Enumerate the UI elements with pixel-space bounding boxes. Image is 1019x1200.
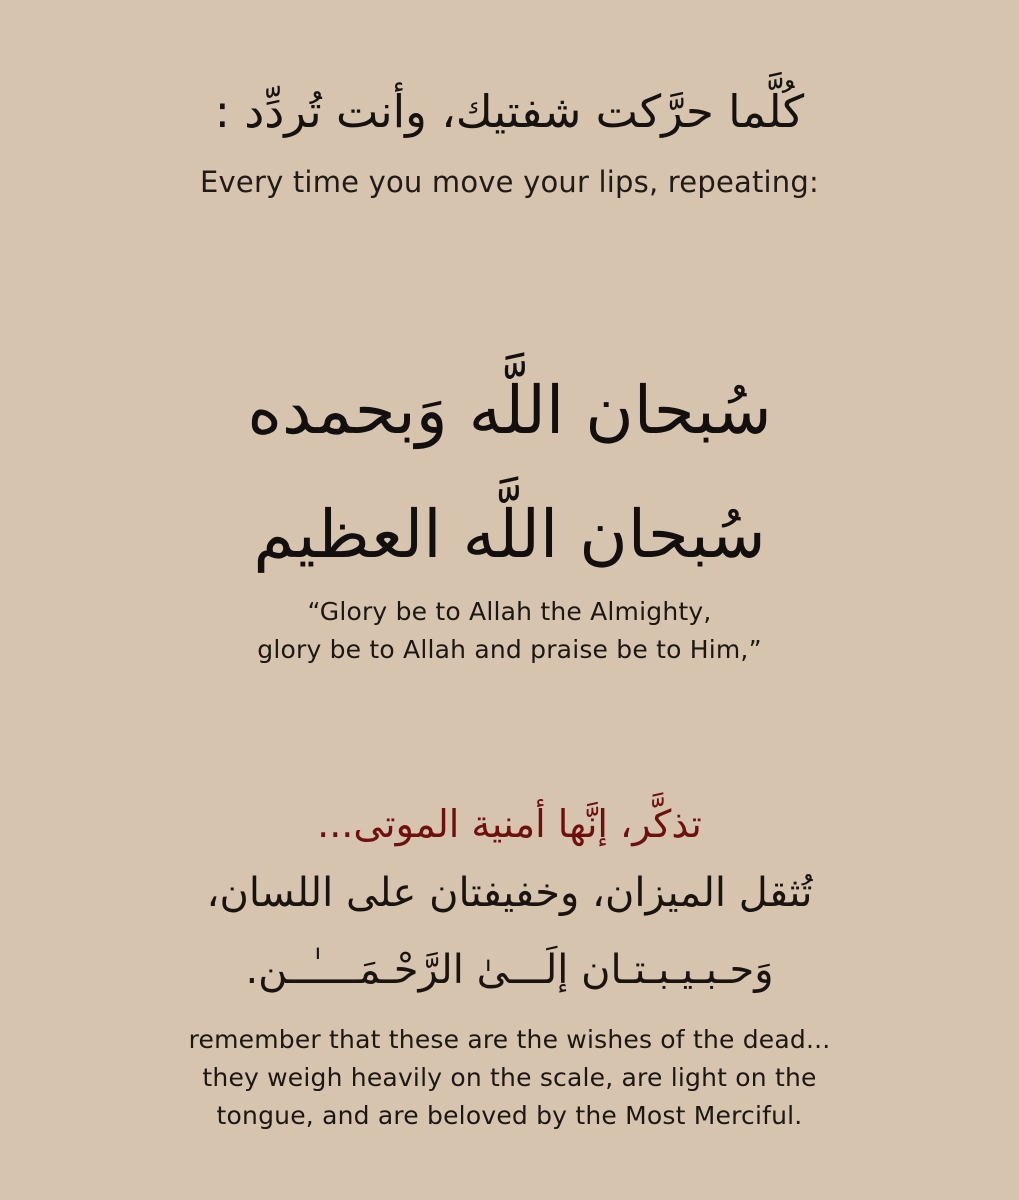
dhikr-arabic-line-2: سُبحان اللَّه العظيم: [253, 496, 766, 573]
reminder-arabic-title: تذكَّر، إنَّها أمنية الموتى...: [317, 802, 702, 846]
intro-arabic-heading: كُلَّما حرَّكت شفتيك، وأنت تُردِّد :: [214, 85, 805, 138]
reminder-english-line-1: remember that these are the wishes of the dead...: [188, 1025, 831, 1054]
intro-english-heading: Every time you move your lips, repeating:: [200, 165, 819, 199]
dhikr-translation: [0, 593, 1019, 669]
translation-line-1: “Glory be to Allah the Almighty,: [307, 597, 712, 626]
reminder-english-text: [0, 1021, 1019, 1135]
reminder-english-line-3: tongue, and are beloved by the Most Merciful.: [216, 1101, 803, 1130]
translation-line-2: glory be to Allah and praise be to Him,”: [257, 635, 762, 664]
reminder-english-line-2: they weigh heavily on the scale, are light on the: [202, 1063, 817, 1092]
dhikr-arabic-line-1: سُبحان اللَّه وَبحمده: [247, 372, 772, 449]
reminder-arabic-line-2: وَحـبـيـبـتـان إلَـــىٰ الرَّحْـمَــــٰــن.: [245, 947, 774, 993]
reminder-arabic-line-1: تُثقل الميزان، وخفيفتان على اللسان،: [206, 870, 813, 916]
